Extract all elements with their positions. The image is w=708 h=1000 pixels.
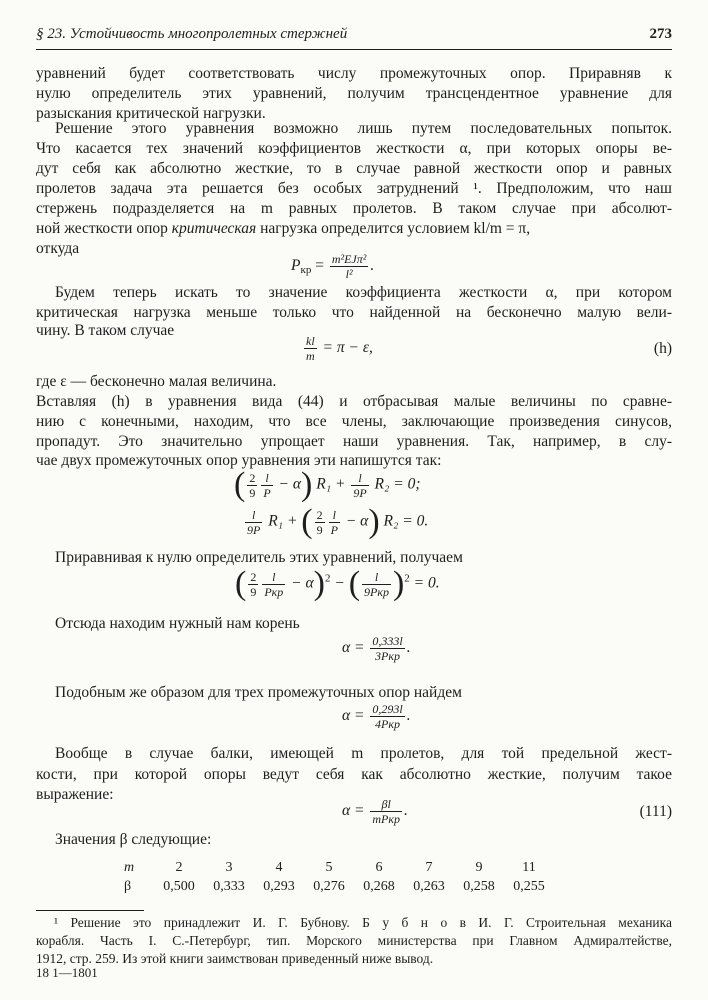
eq-tail: . [370, 257, 375, 275]
eq-term: α = [342, 707, 365, 725]
equation-alpha-2 [342, 702, 411, 731]
numerator: m²EJπ² [331, 252, 367, 266]
footnote-line: корабля. Часть I. С.-Петербург, тип. Морского министерства при Главном Адмиралтействе, [36, 933, 672, 948]
table-cell: 0,258 [463, 879, 495, 894]
text-line: Значения β следующие: [55, 831, 212, 848]
eq-rhs: = π − ε, [322, 339, 373, 357]
denominator: 9 [250, 584, 257, 599]
denominator: l² [345, 267, 353, 281]
denominator: 9Pкр [364, 584, 389, 599]
page-number: 273 [649, 26, 672, 42]
numerator: l [362, 570, 391, 585]
text-line: разыскания критической нагрузки. [36, 105, 266, 122]
denominator: P [330, 522, 338, 537]
eq-term: − α [278, 475, 302, 493]
header-rule [36, 49, 672, 50]
row-header [124, 860, 154, 879]
fraction [370, 634, 404, 663]
numerator: βl [370, 797, 402, 812]
fraction [247, 471, 257, 500]
denominator: mPкр [372, 812, 400, 826]
eq-term: α = [342, 802, 365, 820]
table-cell: 0,500 [163, 879, 195, 894]
running-header [36, 26, 672, 46]
numerator: l [262, 570, 285, 585]
equation-h [302, 334, 373, 363]
equation-label: (111) [639, 803, 672, 820]
eq-term: R₂ = 0. [383, 512, 429, 530]
denominator: Pкр [264, 584, 284, 599]
numerator: 0,333l [372, 634, 403, 648]
numerator: l [329, 508, 340, 523]
text-line: уравнений будет соответствовать числу промежуточных опор. Приравняв к [36, 65, 672, 82]
text-line: Что касается тех значений коэффициентов жесткости α, при которых опоры ве- [36, 140, 672, 157]
table-cell: 0,255 [513, 879, 545, 894]
denominator: 4Pкр [375, 717, 400, 731]
numerator: 0,293l [372, 702, 403, 716]
eq-subscript: кр [300, 264, 312, 277]
table-cell: 3 [225, 860, 233, 875]
text-run: нагрузка определится условием kl/m = π, [256, 220, 531, 237]
table-cell: 6 [375, 860, 383, 875]
fraction [262, 570, 285, 599]
table-cell: 11 [522, 860, 536, 875]
fraction [362, 570, 391, 599]
eq-tail: . [406, 639, 411, 657]
text-line: кости, при которой опоры ведут себя как абсолютно жесткие, получим такое [36, 766, 672, 783]
text-line: Приравнивая к нулю определитель этих уравнений, получаем [55, 549, 463, 566]
text-line: откуда [36, 240, 80, 257]
text-line: Отсюда находим нужный нам корень [55, 615, 300, 632]
table-cell: 9 [475, 860, 483, 875]
text-line: чае двух промежуточных опор уравнения эти напишутся так: [36, 452, 442, 469]
numerator: kl [306, 334, 315, 348]
table-cell: 7 [425, 860, 433, 875]
fraction [329, 508, 340, 537]
eq-term: − α [345, 512, 369, 530]
m-label: m [124, 860, 135, 875]
fraction [351, 471, 368, 500]
denominator: 9P [247, 522, 261, 537]
eq-tail: . [403, 802, 408, 820]
text-line: выражение: [36, 786, 114, 803]
table-cell: 5 [325, 860, 333, 875]
numerator: 2 [249, 470, 256, 485]
text-line: Вставляя (h) в уравнения вида (44) и отбрасывая малые величины по сравне- [36, 393, 672, 410]
text-line: нулю определитель этих уравнений, получим трансцендентное уравнение для [36, 85, 672, 102]
fraction [261, 471, 272, 500]
text-line: нию с конечными, находим, что все члены, заключающие произведения синусов, [36, 413, 672, 430]
table-row-beta [124, 879, 554, 898]
denominator: 9P [353, 485, 367, 500]
table-cell: 0,276 [313, 879, 345, 894]
eq-term: R₁ + [268, 512, 298, 530]
section-title: § 23. Устойчивость многопролетных стержней [36, 26, 348, 42]
equation-pcr: $P_{кр}$ = $\frac{\text{m²EJπ²}}{\text{l²}}$ . [291, 252, 375, 281]
text-line [36, 219, 672, 239]
eq-term: R₁ + [316, 475, 346, 493]
table-cell: 0,293 [263, 879, 295, 894]
numerator: l [245, 508, 262, 523]
text-line: дут себя как абсолютно жесткие, то в случае равной жесткости опор и равных [36, 160, 672, 177]
text-line: Будем теперь искать то значение коэффициента жесткости α, при котором [55, 284, 672, 301]
eq-term: P [291, 257, 301, 275]
equation-alpha-1 [342, 634, 411, 663]
eq-term: = 0. [413, 574, 440, 592]
numerator: 2 [316, 507, 323, 522]
denominator: m [306, 349, 315, 363]
text-line: чину. В таком случае [36, 322, 175, 339]
equation-determinant: ( $\frac{2}{9}$ $\frac{l}{\text{Pкр}}$ − α)$^2$ − ( $\frac{l}{\text{9Pкр}}$ )$^2$ = 0. [235, 565, 440, 602]
footnote-line: ¹ Решение это принадлежит И. Г. Бубнову. Б у б н о в И. Г. Строительная механика [54, 915, 672, 930]
beta-table [124, 860, 554, 898]
text-line: критическая нагрузка меньше только что найденной на бесконечно малую вели- [36, 304, 672, 321]
table-cell: 2 [175, 860, 183, 875]
fraction [315, 508, 325, 537]
eq-term: − [334, 574, 345, 592]
fraction [370, 797, 402, 826]
numerator: 2 [250, 569, 257, 584]
eq-tail: . [406, 707, 411, 725]
equation-111 [342, 797, 408, 826]
table-cell: 0,333 [213, 879, 245, 894]
text-line: Решение этого уравнения возможно лишь путем последовательных попыток. [55, 120, 672, 137]
equation-label: (h) [653, 340, 672, 357]
fraction [370, 702, 404, 731]
text-line: пропадут. Это значительно упрощает наши уравнения. Так, например, в слу- [36, 433, 672, 450]
text-line: стержень подразделяется на m равных пролетов. В таком случае при абсолют- [36, 200, 672, 217]
equation-system-2: $\frac{l}{9P}$ R₁ + ( $\frac{2}{9}$ $\frac{l}{P}$ − α) R₂ = 0. [247, 503, 429, 540]
fraction [304, 334, 317, 363]
footnote-rule [36, 910, 144, 911]
numerator: l [351, 471, 368, 486]
denominator: 9 [249, 485, 256, 500]
fraction [248, 570, 258, 599]
text-line: где ε — бесконечно малая величина. [36, 373, 277, 390]
eq-term: − α [291, 574, 314, 592]
eq-term: α = [342, 639, 365, 657]
footnote-line: 1912, стр. 259. Из этой книги заимствован приведенный ниже вывод. [36, 951, 434, 966]
printer-signature: 18 1—1801 [36, 965, 98, 980]
fraction [245, 508, 262, 537]
equation-system-1: ( $\frac{2}{9}$ $\frac{l}{P}$ − α) R₁ + $\frac{l}{9P}$ R₂ = 0; [234, 466, 421, 503]
denominator: 3Pкр [375, 649, 400, 663]
text-line: Подобным же образом для трех промежуточных опор найдем [55, 684, 462, 701]
row-header: β [124, 879, 132, 894]
denominator: P [263, 485, 271, 500]
table-cell: 4 [275, 860, 283, 875]
text-run-italic: критическая [171, 220, 257, 237]
fraction [330, 252, 369, 281]
page [36, 0, 672, 1000]
numerator: l [261, 471, 272, 486]
table-row-m [124, 860, 554, 879]
table-cell: 0,268 [363, 879, 395, 894]
text-line: пролетов задача эта решается без особых затруднений ¹. Предположим, что наш [36, 180, 672, 197]
eq-term: R₂ = 0; [374, 475, 421, 493]
table-cell: 0,263 [413, 879, 445, 894]
denominator: 9 [316, 522, 323, 537]
text-line: Вообще в случае балки, имеющей m пролетов, для той предельной жест- [55, 745, 672, 762]
text-run: ной жесткости опор [36, 220, 172, 237]
